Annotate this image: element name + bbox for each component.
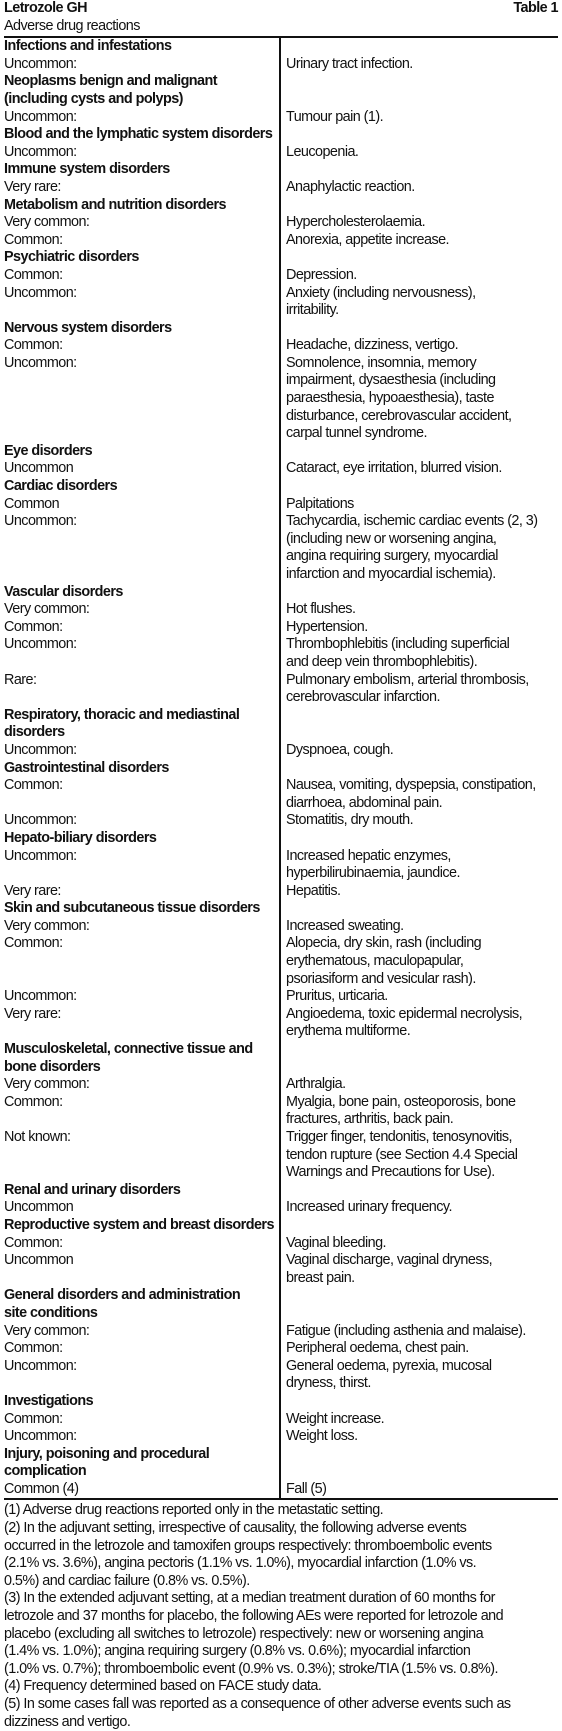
reaction-text: Increased sweating.	[286, 917, 404, 934]
empty-cell	[281, 478, 558, 496]
reaction-row	[4, 1111, 558, 1129]
reaction-text: Anorexia, appetite increase.	[286, 231, 449, 248]
reaction-text: Peripheral oedema, chest pain.	[286, 1340, 469, 1357]
frequency-label: Uncommon:	[4, 56, 281, 74]
reaction-row	[4, 1411, 558, 1429]
reaction-text: Nausea, vomiting, dyspepsia, constipation,	[286, 777, 536, 794]
frequency-label: Common:	[4, 777, 281, 795]
empty-cell	[281, 1059, 558, 1077]
section-heading-row	[4, 73, 558, 91]
section-heading-row	[4, 320, 558, 338]
frequency-label: Very common:	[4, 601, 281, 619]
frequency-label: Common:	[4, 1411, 281, 1429]
reaction-row	[4, 742, 558, 760]
section-heading-row	[4, 830, 558, 848]
frequency-label: Very rare:	[4, 1006, 281, 1024]
empty-cell	[281, 584, 558, 602]
reaction-row	[4, 935, 558, 953]
reaction-text: erythematous, maculopapular,	[286, 953, 464, 970]
reaction-row	[4, 566, 558, 584]
reaction-row	[4, 496, 558, 514]
empty-cell	[4, 654, 281, 672]
frequency-label: Very rare:	[4, 179, 281, 197]
reaction-text: (including new or worsening angina,	[286, 530, 497, 547]
reaction-text: Cataract, eye irritation, blurred vision.	[286, 460, 502, 477]
empty-cell	[4, 1111, 281, 1129]
reaction-text: Hypercholesterolaemia.	[286, 214, 426, 231]
section-title: Reproductive system and breast disorders	[4, 1217, 281, 1235]
frequency-label: Common:	[4, 1094, 281, 1112]
reaction-row	[4, 1252, 558, 1270]
reaction-text: impairment, dysaesthesia (including	[286, 372, 496, 389]
empty-cell	[281, 161, 558, 179]
reaction-text: Weight increase.	[286, 1410, 385, 1427]
document-title: Letrozole GH	[4, 0, 87, 16]
reaction-text: Leucopenia.	[286, 143, 359, 160]
section-heading-row	[4, 443, 558, 461]
empty-cell	[281, 443, 558, 461]
frequency-label: Uncommon:	[4, 355, 281, 373]
frequency-label: Uncommon:	[4, 1358, 281, 1376]
section-heading-row	[4, 584, 558, 602]
section-title: (including cysts and polyps)	[4, 91, 281, 109]
frequency-label: Common:	[4, 232, 281, 250]
section-title: Renal and urinary disorders	[4, 1182, 281, 1200]
reaction-row	[4, 56, 558, 74]
reaction-text: Weight loss.	[286, 1428, 358, 1445]
section-heading-row	[4, 1446, 558, 1464]
reaction-text: Vaginal discharge, vaginal dryness,	[286, 1252, 493, 1269]
section-heading-row	[4, 249, 558, 267]
section-heading-row	[4, 724, 558, 742]
section-title: General disorders and administration	[4, 1287, 281, 1305]
frequency-label: Uncommon	[4, 460, 281, 478]
empty-cell	[4, 566, 281, 584]
reaction-row	[4, 425, 558, 443]
reaction-row	[4, 408, 558, 426]
section-title: Skin and subcutaneous tissue disorders	[4, 900, 281, 918]
frequency-label: Uncommon	[4, 1252, 281, 1270]
empty-cell	[4, 865, 281, 883]
empty-cell	[4, 1147, 281, 1165]
section-heading-row	[4, 1182, 558, 1200]
frequency-label: Uncommon:	[4, 109, 281, 127]
frequency-label: Uncommon:	[4, 812, 281, 830]
empty-cell	[281, 73, 558, 91]
reaction-row	[4, 1199, 558, 1217]
table-subtitle: Adverse drug reactions	[4, 18, 558, 39]
section-heading-row	[4, 38, 558, 56]
frequency-label: Very rare:	[4, 883, 281, 901]
frequency-label: Uncommon:	[4, 285, 281, 303]
adverse-reactions-table	[4, 38, 558, 1500]
empty-cell	[4, 1270, 281, 1288]
reaction-row	[4, 302, 558, 320]
footnote-line: (1.0% vs. 0.7%); thromboembolic event (0.9% vs. 0.3%); stroke/TIA (1.5% vs. 0.8%).	[4, 1660, 498, 1677]
reaction-row	[4, 460, 558, 478]
section-title: Eye disorders	[4, 443, 281, 461]
reaction-text: and deep vein thrombophlebitis).	[286, 653, 478, 670]
empty-cell	[281, 900, 558, 918]
section-heading-row	[4, 1287, 558, 1305]
reaction-text: Anxiety (including nervousness),	[286, 284, 476, 301]
section-title: Metabolism and nutrition disorders	[4, 197, 281, 215]
reaction-row	[4, 988, 558, 1006]
reaction-text: Dyspnoea, cough.	[286, 741, 394, 758]
reaction-text: cerebrovascular infarction.	[286, 689, 440, 706]
section-heading-row	[4, 900, 558, 918]
reaction-row	[4, 179, 558, 197]
reaction-text: irritability.	[286, 302, 339, 319]
reaction-text: Fall (5)	[286, 1480, 327, 1497]
reaction-text: tendon rupture (see Section 4.4 Special	[286, 1146, 518, 1163]
reaction-text: Warnings and Precautions for Use).	[286, 1164, 495, 1181]
empty-cell	[4, 971, 281, 989]
empty-cell	[281, 320, 558, 338]
frequency-label: Common:	[4, 267, 281, 285]
reaction-row	[4, 1076, 558, 1094]
section-title: Vascular disorders	[4, 584, 281, 602]
empty-cell	[281, 126, 558, 144]
reaction-text: Angioedema, toxic epidermal necrolysis,	[286, 1005, 523, 1022]
section-title: Infections and infestations	[4, 38, 281, 56]
reaction-text: Somnolence, insomnia, memory	[286, 354, 477, 371]
frequency-label: Common:	[4, 1340, 281, 1358]
section-heading-row	[4, 1217, 558, 1235]
footnote-line: (1.4% vs. 1.0%); angina requiring surgery (0.8% vs. 0.6%); myocardial infarction	[4, 1643, 471, 1660]
reaction-text: Pulmonary embolism, arterial thrombosis,	[286, 671, 529, 688]
reaction-text: General oedema, pyrexia, mucosal	[286, 1357, 492, 1374]
empty-cell	[4, 408, 281, 426]
footnote-line: (4) Frequency determined based on FACE study data.	[4, 1678, 322, 1695]
reaction-row	[4, 883, 558, 901]
reaction-row	[4, 601, 558, 619]
section-heading-row	[4, 1041, 558, 1059]
section-heading-row	[4, 1059, 558, 1077]
empty-cell	[281, 1463, 558, 1481]
reaction-row	[4, 848, 558, 866]
frequency-label: Uncommon:	[4, 742, 281, 760]
reaction-text: Increased urinary frequency.	[286, 1199, 452, 1216]
reaction-row	[4, 1481, 558, 1499]
footnote-line: (5) In some cases fall was reported as a consequence of other adverse events such as	[4, 1696, 511, 1712]
reaction-row	[4, 390, 558, 408]
reaction-row	[4, 865, 558, 883]
footnote-line: 0.5%) and cardiac failure (0.8% vs. 0.5%).	[4, 1572, 250, 1589]
empty-cell	[4, 795, 281, 813]
reaction-row	[4, 689, 558, 707]
section-title: Blood and the lymphatic system disorders	[4, 126, 281, 144]
frequency-label: Not known:	[4, 1129, 281, 1147]
empty-cell	[281, 1041, 558, 1059]
section-title: Hepato-biliary disorders	[4, 830, 281, 848]
empty-cell	[4, 1023, 281, 1041]
reaction-row	[4, 285, 558, 303]
frequency-label: Common:	[4, 1235, 281, 1253]
reaction-text: carpal tunnel syndrome.	[286, 425, 427, 442]
reaction-text: Hepatitis.	[286, 882, 341, 899]
reaction-text: Tumour pain (1).	[286, 108, 384, 125]
reaction-row	[4, 1235, 558, 1253]
empty-cell	[4, 953, 281, 971]
footnote-line: letrozole and 37 months for placebo, the following AEs were reported for letrozole and	[4, 1608, 504, 1625]
empty-cell	[281, 249, 558, 267]
reaction-text: psoriasiform and vesicular rash).	[286, 970, 476, 987]
section-title: Investigations	[4, 1393, 281, 1411]
reaction-row	[4, 1023, 558, 1041]
frequency-label: Common:	[4, 619, 281, 637]
reaction-text: dryness, thirst.	[286, 1375, 371, 1392]
reaction-text: Arthralgia.	[286, 1076, 346, 1093]
reaction-text: Pruritus, urticaria.	[286, 988, 388, 1005]
empty-cell	[4, 425, 281, 443]
reaction-text: angina requiring surgery, myocardial	[286, 548, 498, 565]
section-heading-row	[4, 1393, 558, 1411]
section-title: Cardiac disorders	[4, 478, 281, 496]
section-title: Musculoskeletal, connective tissue and	[4, 1041, 281, 1059]
reaction-row	[4, 1147, 558, 1165]
reaction-text: Hot flushes.	[286, 601, 356, 618]
reaction-text: Headache, dizziness, vertigo.	[286, 337, 459, 354]
empty-cell	[281, 707, 558, 725]
reaction-row	[4, 232, 558, 250]
reaction-row	[4, 144, 558, 162]
reaction-text: Hypertension.	[286, 618, 368, 635]
reaction-row	[4, 372, 558, 390]
reaction-row	[4, 1006, 558, 1024]
section-heading-row	[4, 197, 558, 215]
frequency-label: Uncommon:	[4, 848, 281, 866]
frequency-label: Common (4)	[4, 1481, 281, 1499]
reaction-row	[4, 1428, 558, 1446]
reaction-row	[4, 636, 558, 654]
reaction-text: Tachycardia, ischemic cardiac events (2, 3)	[286, 513, 538, 530]
footnote-line: (3) In the extended adjuvant setting, at a median treatment duration of 60 months for	[4, 1590, 495, 1607]
empty-cell	[281, 1393, 558, 1411]
section-heading-row	[4, 1305, 558, 1323]
section-title: bone disorders	[4, 1059, 281, 1077]
frequency-label: Uncommon:	[4, 1428, 281, 1446]
reaction-text: Vaginal bleeding.	[286, 1234, 386, 1251]
footnote-line: dizziness and vertigo.	[4, 1713, 131, 1730]
reaction-row	[4, 795, 558, 813]
reaction-row	[4, 214, 558, 232]
frequency-label: Uncommon:	[4, 636, 281, 654]
empty-cell	[4, 1375, 281, 1393]
empty-cell	[281, 1182, 558, 1200]
empty-cell	[281, 760, 558, 778]
reaction-row	[4, 1129, 558, 1147]
section-title: Respiratory, thoracic and mediastinal	[4, 707, 281, 725]
reaction-row	[4, 267, 558, 285]
empty-cell	[4, 390, 281, 408]
reaction-text: Myalgia, bone pain, osteoporosis, bone	[286, 1093, 516, 1110]
reaction-text: Increased hepatic enzymes,	[286, 847, 451, 864]
reaction-text: Thrombophlebitis (including superficial	[286, 636, 510, 653]
reaction-row	[4, 531, 558, 549]
reaction-text: Urinary tract infection.	[286, 55, 413, 72]
reaction-text: hyperbilirubinaemia, jaundice.	[286, 865, 460, 882]
empty-cell	[281, 830, 558, 848]
frequency-label: Very common:	[4, 918, 281, 936]
empty-cell	[281, 197, 558, 215]
section-title: Psychiatric disorders	[4, 249, 281, 267]
document-header	[4, 0, 558, 18]
section-heading-row	[4, 91, 558, 109]
reaction-row	[4, 672, 558, 690]
footnote-line: (2) In the adjuvant setting, irrespective of causality, the following adverse events	[4, 1520, 467, 1537]
reaction-text: Depression.	[286, 266, 357, 283]
empty-cell	[281, 1305, 558, 1323]
section-heading-row	[4, 760, 558, 778]
reaction-text: Anaphylactic reaction.	[286, 178, 415, 195]
reaction-text: Trigger finger, tendonitis, tenosynovitis,	[286, 1129, 512, 1145]
empty-cell	[4, 1164, 281, 1182]
footnotes	[4, 1500, 558, 1731]
empty-cell	[281, 91, 558, 109]
footnote-line: placebo (excluding all switches to letrozole) respectively: new or worsening angina	[4, 1625, 484, 1642]
empty-cell	[281, 1446, 558, 1464]
frequency-label: Very common:	[4, 1323, 281, 1341]
empty-cell	[281, 1217, 558, 1235]
reaction-row	[4, 971, 558, 989]
reaction-row	[4, 1358, 558, 1376]
section-title: Immune system disorders	[4, 161, 281, 179]
reaction-text: erythema multiforme.	[286, 1023, 411, 1040]
reaction-row	[4, 1270, 558, 1288]
section-title: Injury, poisoning and procedural	[4, 1446, 281, 1464]
reaction-text: breast pain.	[286, 1269, 355, 1286]
reaction-text: Palpitations	[286, 495, 354, 512]
reaction-row	[4, 1375, 558, 1393]
section-heading-row	[4, 1463, 558, 1481]
reaction-row	[4, 619, 558, 637]
empty-cell	[4, 372, 281, 390]
frequency-label: Very common:	[4, 1076, 281, 1094]
reaction-row	[4, 1323, 558, 1341]
empty-cell	[4, 548, 281, 566]
footnote-line: occurred in the letrozole and tamoxifen groups respectively: thromboembolic events	[4, 1537, 492, 1554]
section-title: Neoplasms benign and malignant	[4, 73, 281, 91]
empty-cell	[281, 1287, 558, 1305]
section-heading-row	[4, 161, 558, 179]
section-heading-row	[4, 707, 558, 725]
section-title: Gastrointestinal disorders	[4, 760, 281, 778]
reaction-text: diarrhoea, abdominal pain.	[286, 794, 443, 811]
reaction-row	[4, 548, 558, 566]
reaction-row	[4, 1094, 558, 1112]
section-title: disorders	[4, 724, 281, 742]
table-label: Table 1	[513, 0, 558, 16]
frequency-label: Common:	[4, 337, 281, 355]
section-heading-row	[4, 478, 558, 496]
reaction-text: Alopecia, dry skin, rash (including	[286, 935, 482, 952]
reaction-row	[4, 918, 558, 936]
footnote-line: (2.1% vs. 3.6%), angina pectoris (1.1% vs. 1.0%), myocardial infarction (1.0% vs.	[4, 1555, 477, 1572]
empty-cell	[281, 724, 558, 742]
section-title: Nervous system disorders	[4, 320, 281, 338]
section-title: site conditions	[4, 1305, 281, 1323]
reaction-text: infarction and myocardial ischemia).	[286, 566, 496, 582]
section-heading-row	[4, 126, 558, 144]
reaction-row	[4, 953, 558, 971]
reaction-row	[4, 337, 558, 355]
frequency-label: Common	[4, 496, 281, 514]
reaction-row	[4, 812, 558, 830]
empty-cell	[281, 38, 558, 56]
frequency-label: Uncommon:	[4, 144, 281, 162]
frequency-label: Very common:	[4, 214, 281, 232]
reaction-text: paraesthesia, hypoaesthesia), taste	[286, 390, 494, 407]
empty-cell	[4, 689, 281, 707]
reaction-row	[4, 777, 558, 795]
frequency-label: Uncommon	[4, 1199, 281, 1217]
reaction-row	[4, 1164, 558, 1182]
reaction-text: disturbance, cerebrovascular accident,	[286, 407, 512, 424]
frequency-label: Rare:	[4, 672, 281, 690]
empty-cell	[4, 302, 281, 320]
reaction-row	[4, 654, 558, 672]
frequency-label: Uncommon:	[4, 513, 281, 531]
reaction-text: fractures, arthritis, back pain.	[286, 1111, 454, 1128]
empty-cell	[4, 531, 281, 549]
section-title: complication	[4, 1463, 281, 1481]
reaction-text: Stomatitis, dry mouth.	[286, 812, 414, 829]
reaction-row	[4, 109, 558, 127]
reaction-row	[4, 1340, 558, 1358]
frequency-label: Uncommon:	[4, 988, 281, 1006]
reaction-text: Fatigue (including asthenia and malaise).	[286, 1322, 526, 1339]
frequency-label: Common:	[4, 935, 281, 953]
reaction-row	[4, 355, 558, 373]
footnote-line: (1) Adverse drug reactions reported only in the metastatic setting.	[4, 1502, 384, 1519]
reaction-row	[4, 513, 558, 531]
